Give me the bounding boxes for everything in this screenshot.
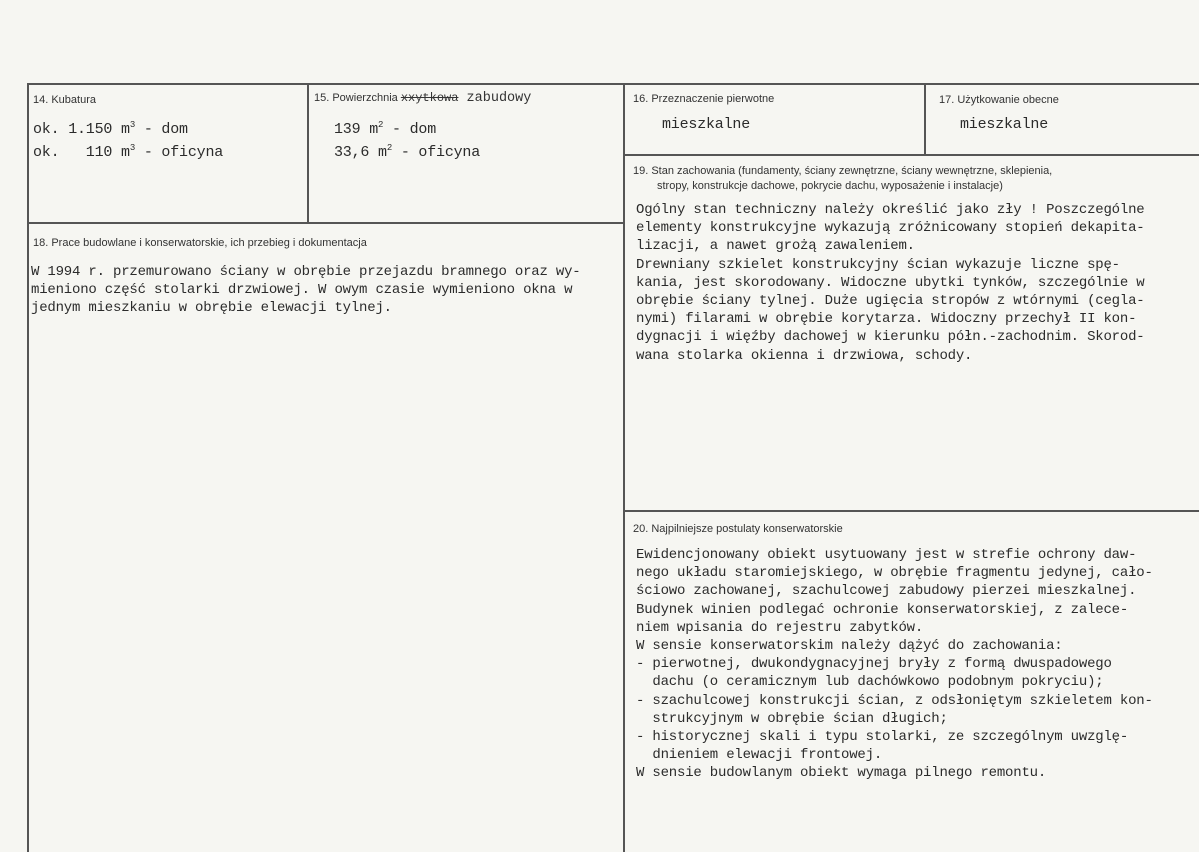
postulaty-line: - pierwotnej, dwukondygnacyjnej bryły z formą dwuspadowego	[636, 656, 1112, 673]
postulaty-line: dnieniem elewacji frontowej.	[636, 747, 883, 764]
kubatura-line-oficyna: ok. 110 $m^3$ - oficyna	[33, 143, 224, 161]
divider-col-14-15	[307, 83, 309, 223]
przeznaczenie-label: 16. Przeznaczenie pierwotne	[633, 93, 775, 105]
kubatura-line-dom: ok. 1.150 $m^3$ - dom	[33, 120, 188, 138]
center-divider	[623, 83, 625, 852]
stan-line: Ogólny stan techniczny należy określić jako zły ! Poszczególne	[636, 202, 1145, 218]
stan-label-line: stropy, konstrukcje dachowe, pokrycie dachu, wyposażenie i instalacje)	[657, 180, 1003, 192]
postulaty-line: ściowo zachowanej, szachulcowej zabudowy pierzei mieszkalnej.	[636, 583, 1137, 600]
divider-col-16-17	[924, 83, 926, 155]
stan-line: nymi) filarami w obrębie korytarza. Widoczny przechył II kon-	[636, 311, 1137, 328]
postulaty-line: dachu (o ceramicznym lub dachówkowo podobnym pokryciu);	[636, 674, 1104, 691]
stan-line: lizacji, a nawet grożą zawaleniem.	[636, 238, 915, 255]
postulaty-line: Ewidencjonowany obiekt usytuowany jest w strefie ochrony daw-	[636, 547, 1137, 563]
postulaty-line: W sensie konserwatorskim należy dążyć do zachowania:	[636, 638, 1063, 655]
divider-right-lower	[624, 510, 1199, 512]
prace-line: jednym mieszkaniu w obrębie elewacji tylnej.	[31, 300, 392, 317]
przeznaczenie-value: mieszkalne	[662, 116, 751, 133]
uzytkowanie-label: 17. Użytkowanie obecne	[939, 94, 1059, 106]
stan-text	[636, 201, 1145, 365]
postulaty-text	[636, 546, 1153, 783]
left-border	[27, 83, 29, 852]
powierzchnia-label-struck: xxytkowa	[400, 91, 459, 105]
stan-line: obrębie ściany tylnej. Duże ugięcia stropów z wtórnymi (cegla-	[636, 293, 1145, 310]
stan-line: dygnacji i więźby dachowej w kierunku półn.-zachodnim. Skorod-	[636, 329, 1145, 346]
prace-line: mieniono część stolarki drzwiowej. W owym czasie wymieniono okna w	[31, 282, 573, 299]
stan-line: Drewniany szkielet konstrukcyjny ścian wykazuje liczne spę-	[636, 256, 1120, 273]
postulaty-line: niem wpisania do rejestru zabytków.	[636, 619, 924, 636]
top-border	[27, 83, 1199, 85]
kubatura-label: 14. Kubatura	[33, 94, 96, 106]
prace-text	[31, 263, 581, 318]
stan-line: elementy konstrukcyjne wykazują zróżnicowany stopień dekapita-	[636, 220, 1145, 237]
postulaty-line: W sensie budowlanym obiekt wymaga pilnego remontu.	[636, 765, 1047, 782]
postulaty-line: Budynek winien podlegać ochronie konserwatorskiej, z zalece-	[636, 601, 1129, 618]
powierzchnia-label-typed: zabudowy	[458, 91, 532, 106]
postulaty-label: 20. Najpilniejsze postulaty konserwatorskie	[633, 523, 843, 535]
uzytkowanie-value: mieszkalne	[960, 116, 1049, 133]
postulaty-line: strukcyjnym w obrębie ścian długich;	[636, 710, 948, 727]
stan-label	[633, 164, 1052, 194]
postulaty-line: - historycznej skali i typu stolarki, ze szczególnym uwzglę-	[636, 729, 1129, 746]
powierzchnia-value	[334, 118, 480, 164]
powierzchnia-line-oficyna: 33,6 $m^2$ - oficyna	[334, 143, 481, 161]
prace-label: 18. Prace budowlane i konserwatorskie, ich przebieg i dokumentacja	[33, 237, 367, 249]
divider-row1-right	[624, 154, 1199, 156]
powierzchnia-label-start: 15. Powierzchnia	[314, 92, 401, 104]
postulaty-line: - szachulcowej konstrukcji ścian, z odsłoniętym szkieletem kon-	[636, 692, 1153, 709]
stan-line: wana stolarka okienna i drzwiowa, schody.	[636, 347, 973, 364]
divider-left-middle	[27, 222, 625, 224]
kubatura-value	[33, 118, 223, 164]
stan-label-line: 19. Stan zachowania (fundamenty, ściany zewnętrzne, ściany wewnętrzne, sklepienia,	[633, 165, 1053, 177]
postulaty-line: nego układu staromiejskiego, w obrębie fragmentu jedynej, cało-	[636, 565, 1153, 582]
powierzchnia-line-dom: 139 $m^2$ - dom	[334, 120, 437, 138]
powierzchnia-label	[314, 91, 531, 106]
prace-line: W 1994 r. przemurowano ściany w obrębie przejazdu bramnego oraz wy-	[31, 264, 581, 280]
stan-line: kania, jest skorodowany. Widoczne ubytki tynków, szczególnie w	[636, 274, 1145, 291]
